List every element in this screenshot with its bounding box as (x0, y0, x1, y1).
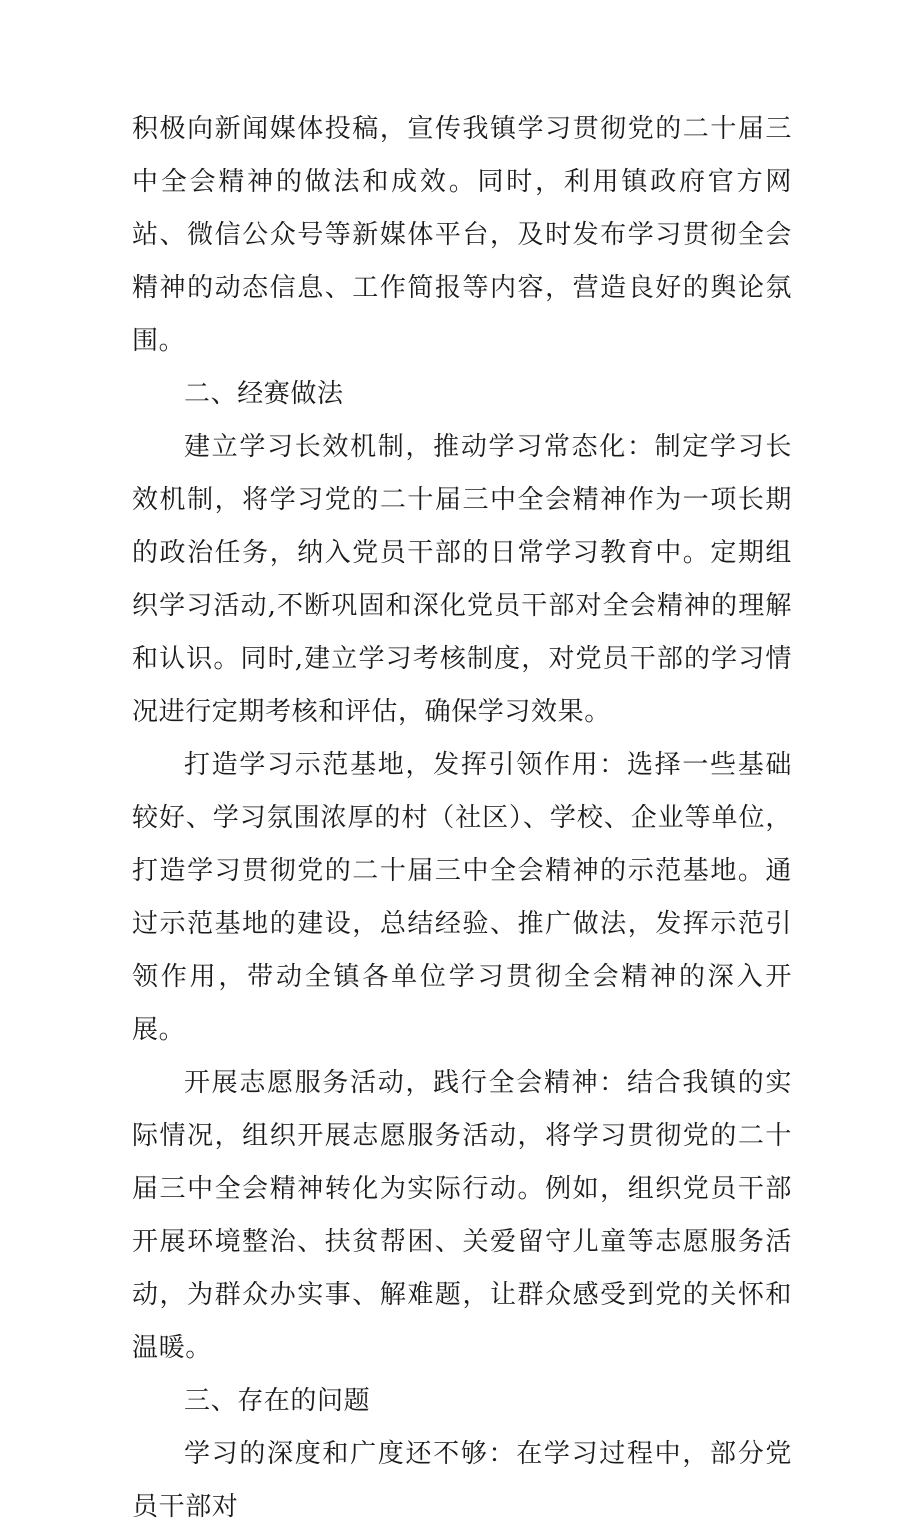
document-body (132, 103, 792, 1534)
section-heading-3: 三、存在的问题 (184, 1386, 371, 1416)
paragraph-study-depth: 学习的深度和广度还不够：在学习过程中，部分党员干部对 (132, 1439, 792, 1522)
paragraph-demo-base: 打造学习示范基地，发挥引领作用：选择一些基础较好、学习氛围浓厚的村（社区）、学校、企业等单位，打造学习贯彻党的二十届三中全会精神的示范基地。通过示范基地的建设，总结经验、推广做法，发挥示范引领作用，带动全镇各单位学习贯彻全会精神的深入开展。 (132, 750, 792, 1045)
paragraph-volunteer-service: 开展志愿服务活动，践行全会精神：结合我镇的实际情况，组织开展志愿服务活动，将学习贯彻党的二十届三中全会精神转化为实际行动。例如，组织党员干部开展环境整治、扶贫帮困、关爱留守儿童等志愿服务活动，为群众办实事、解难题，让群众感受到党的关怀和温暖。 (132, 1068, 792, 1363)
section-heading-2: 二、经赛做法 (184, 379, 344, 409)
continuation-paragraph: 积极向新闻媒体投稿，宣传我镇学习贯彻党的二十届三中全会精神的做法和成效。同时，利用镇政府官方网站、微信公众号等新媒体平台，及时发布学习贯彻全会精神的动态信息、工作简报等内容，营造良好的舆论氛围。 (132, 114, 792, 356)
paragraph-study-mechanism: 建立学习长效机制，推动学习常态化：制定学习长效机制，将学习党的二十届三中全会精神作为一项长期的政治任务，纳入党员干部的日常学习教育中。定期组织学习活动,不断巩固和深化党员干部对全会精神的理解和认识。同时,建立学习考核制度，对党员干部的学习情况进行定期考核和评估，确保学习效果。 (132, 432, 792, 727)
